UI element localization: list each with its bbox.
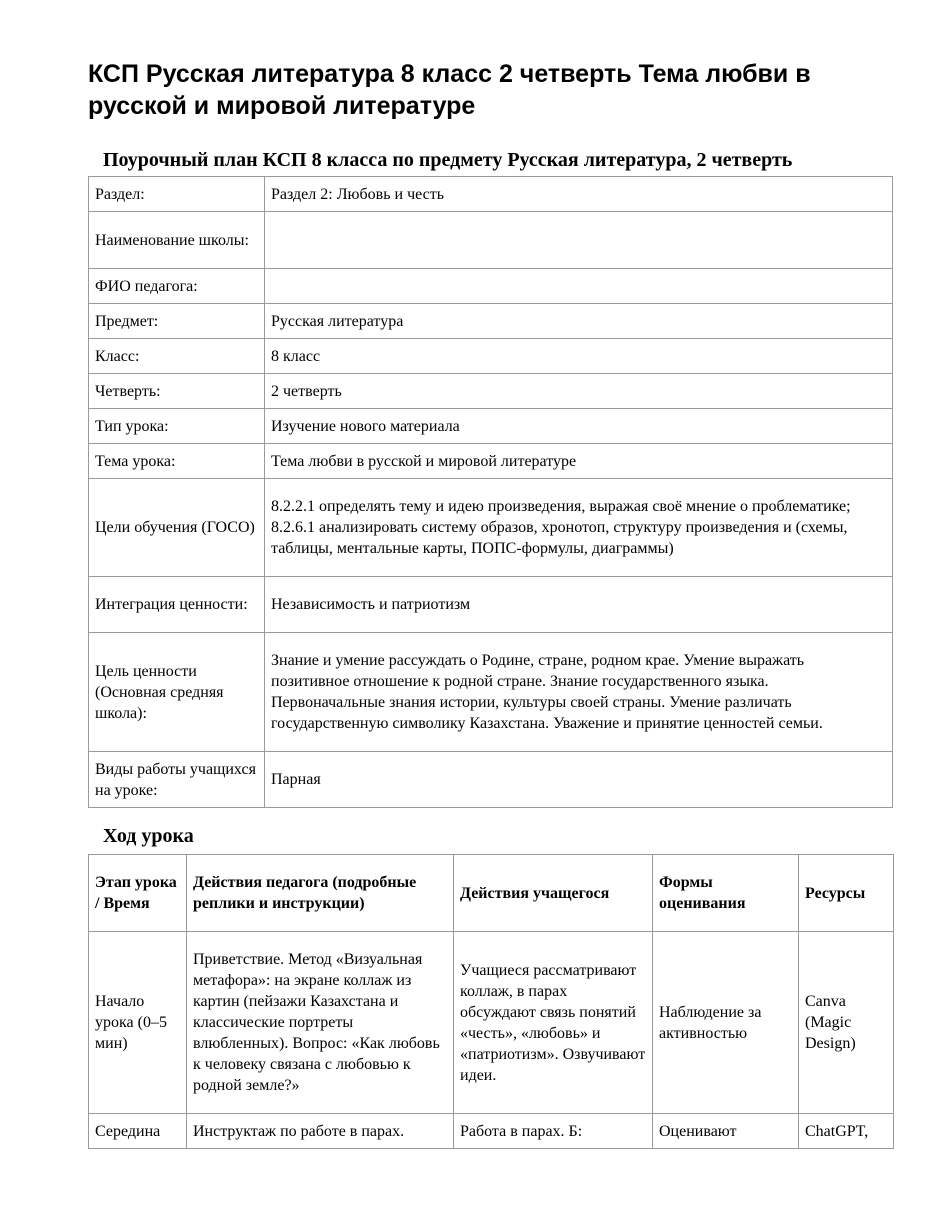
lesson-info-table xyxy=(88,176,893,808)
column-header: Ресурсы xyxy=(799,855,894,932)
plan-heading: Поурочный план КСП 8 класса по предмету Русская литература, 2 четверть xyxy=(103,149,793,171)
info-label: Четверть: xyxy=(89,374,265,409)
document-title: КСП Русская литература 8 класс 2 четверть Тема любви в русской и мировой литературе xyxy=(88,60,811,120)
table-row xyxy=(89,633,893,752)
info-label: Наименование школы: xyxy=(89,212,265,269)
column-header: Формы оценивания xyxy=(653,855,799,932)
column-header: Действия педагога (подробные реплики и инструкции) xyxy=(187,855,454,932)
table-row xyxy=(89,444,893,479)
table-header-row xyxy=(89,855,894,932)
table-cell: Canva (Magic Design) xyxy=(799,932,894,1114)
info-label: Тип урока: xyxy=(89,409,265,444)
table-row xyxy=(89,177,893,212)
info-value: 8.2.2.1 определять тему и идею произведения, выражая своё мнение о проблематике; 8.2.6.1 анализировать систему образов, хронотоп, структуру произведения и (схемы, таблицы, ментальные карты, ПОПС-формулы, диаграммы) xyxy=(265,479,893,577)
info-label: Предмет: xyxy=(89,304,265,339)
table-row xyxy=(89,374,893,409)
table-cell: Приветствие. Метод «Визуальная метафора»: на экране коллаж из картин (пейзажи Казахстана и классические портреты влюбленных). Вопрос: «Как любовь к человеку связана с любовью к родной земле?» xyxy=(187,932,454,1114)
table-cell: Работа в парах. Б: xyxy=(454,1114,653,1149)
table-cell: Начало урока (0–5 мин) xyxy=(89,932,187,1114)
table-row xyxy=(89,752,893,808)
table-cell: Наблюдение за активностью xyxy=(653,932,799,1114)
table-row xyxy=(89,479,893,577)
table-row xyxy=(89,409,893,444)
info-label: Виды работы учащихся на уроке: xyxy=(89,752,265,808)
table-cell: Учащиеся рассматривают коллаж, в парах обсуждают связь понятий «честь», «любовь» и «патриотизм». Озвучивают идеи. xyxy=(454,932,653,1114)
info-value: 8 класс xyxy=(265,339,893,374)
table-row xyxy=(89,269,893,304)
info-value: Изучение нового материала xyxy=(265,409,893,444)
table-row xyxy=(89,1114,894,1149)
table-cell: Инструктаж по работе в парах. xyxy=(187,1114,454,1149)
info-label: Цели обучения (ГОСО) xyxy=(89,479,265,577)
document-page xyxy=(88,0,893,1149)
table-row xyxy=(89,212,893,269)
table-row xyxy=(89,339,893,374)
column-header: Этап урока / Время xyxy=(89,855,187,932)
info-value: Русская литература xyxy=(265,304,893,339)
info-label: Интеграция ценности: xyxy=(89,577,265,633)
lesson-progress-table xyxy=(88,854,894,1149)
lesson-progress-heading: Ход урока xyxy=(103,825,194,847)
info-label: Тема урока: xyxy=(89,444,265,479)
info-value xyxy=(265,212,893,269)
info-value: Тема любви в русской и мировой литературе xyxy=(265,444,893,479)
info-value: Парная xyxy=(265,752,893,808)
info-value: Независимость и патриотизм xyxy=(265,577,893,633)
info-label: Цель ценности (Основная средняя школа): xyxy=(89,633,265,752)
table-cell: Середина xyxy=(89,1114,187,1149)
info-label: ФИО педагога: xyxy=(89,269,265,304)
info-value: Знание и умение рассуждать о Родине, стране, родном крае. Умение выражать позитивное отношение к родной стране. Знание государственного языка. Первоначальные знания истории, культуры своей страны. Умение различать государственную символику Казахстана. Уважение и принятие ценностей семьи. xyxy=(265,633,893,752)
info-label: Раздел: xyxy=(89,177,265,212)
table-row xyxy=(89,932,894,1114)
table-cell: Оценивают xyxy=(653,1114,799,1149)
info-value xyxy=(265,269,893,304)
column-header: Действия учащегося xyxy=(454,855,653,932)
info-label: Класс: xyxy=(89,339,265,374)
info-value: Раздел 2: Любовь и честь xyxy=(265,177,893,212)
table-cell: ChatGPT, xyxy=(799,1114,894,1149)
info-value: 2 четверть xyxy=(265,374,893,409)
table-row xyxy=(89,577,893,633)
table-row xyxy=(89,304,893,339)
